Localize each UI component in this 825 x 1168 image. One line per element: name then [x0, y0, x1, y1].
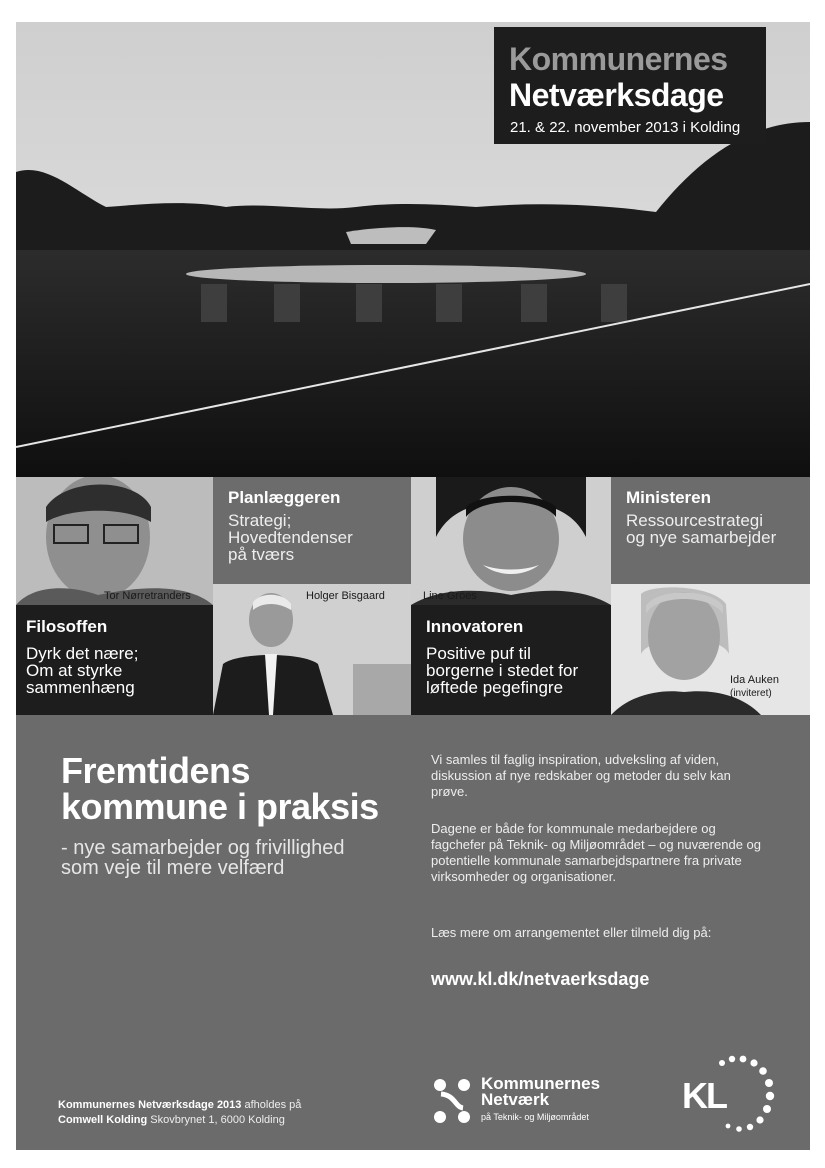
- box-minister: [611, 477, 810, 584]
- topic-minister: [626, 512, 776, 546]
- topic-line: Dyrk det nære;: [26, 644, 139, 663]
- box-planner: [213, 477, 411, 584]
- role-planner: Planlæggeren: [228, 488, 341, 507]
- topic-line: sammenhæng: [26, 678, 135, 697]
- subheadline: - nye samarbejder og frivillighed som veje til mere velfærd: [61, 837, 345, 879]
- name-holger-bisgaard: Holger Bisgaard: [306, 590, 385, 602]
- event-date: 21. & 22. november 2013 i Kolding: [510, 119, 741, 136]
- cta-text: Læs mere om arrangementet eller tilmeld dig på:: [431, 925, 712, 940]
- kl-logo: KL: [682, 1075, 726, 1116]
- venue-line1-rest: afholdes på: [241, 1099, 302, 1111]
- topic-line: og nye samarbejder: [626, 528, 777, 547]
- venue-event-name: Kommunernes Netværksdage 2013: [58, 1099, 242, 1111]
- topic-line: Ressourcestrategi: [626, 511, 764, 530]
- venue-info: [58, 1098, 301, 1128]
- poster: [16, 22, 810, 1150]
- event-title-line2: Netværksdage: [509, 77, 724, 113]
- name-tor-norretranders: Tor Nørretranders: [104, 590, 191, 602]
- info-panel: [16, 715, 810, 1150]
- role-innovator: Innovatoren: [426, 617, 524, 636]
- topic-line: borgerne i stedet for: [426, 661, 579, 680]
- role-philosopher: Filosoffen: [26, 617, 108, 636]
- topic-line: Om at styrke: [26, 661, 123, 680]
- venue-address: Skovbrynet 1, 6000 Kolding: [147, 1114, 285, 1126]
- headline-line1: Fremtidens: [61, 750, 251, 791]
- photo-ida-auken: [611, 584, 810, 715]
- name-ida-auken: Ida Auken: [730, 674, 779, 686]
- topic-line: løftede pegefingre: [426, 678, 564, 697]
- topic-line: Strategi;: [228, 511, 292, 530]
- audience-paragraph: Dagene er både for kommunale medarbejdere og fagchefer på Teknik- og Miljøområdet – og nuværende og potentielle kommunale samarbejdspartnere fra private virksomheder og organisationer.: [431, 821, 762, 884]
- topic-line: Positive puf til: [426, 644, 531, 663]
- hero-landscape-photo: [16, 22, 810, 477]
- event-title-line1: Kommunernes: [509, 41, 728, 77]
- box-innovator: [411, 605, 611, 715]
- topic-innovator: [426, 645, 578, 696]
- role-minister: Ministeren: [626, 488, 712, 507]
- intro-paragraph: Vi samles til faglig inspiration, udveksling af viden, diskussion af nye redskaber og metoder du selv kan prøve.: [431, 752, 731, 799]
- logo-line2: Netværk: [481, 1090, 550, 1109]
- event-url-link[interactable]: www.kl.dk/netvaerksdage: [431, 969, 650, 989]
- box-philosopher: [16, 605, 213, 715]
- venue-line1: [58, 1098, 301, 1113]
- kommunernes-netvaerk-logo-icon: [431, 1077, 475, 1125]
- speaker-grid: [16, 477, 810, 715]
- topic-line: på tværs: [228, 545, 295, 564]
- photo-line-groes: [411, 477, 611, 605]
- main-headline: [61, 750, 379, 827]
- venue-place-name: Comwell Kolding: [58, 1114, 148, 1126]
- photo-holger-bisgaard: [213, 584, 411, 715]
- photo-tor-norretranders: [16, 477, 213, 605]
- headline-line2: kommune i praksis: [61, 786, 379, 827]
- invited-note: (inviteret): [730, 688, 772, 699]
- topic-line: Hovedtendenser: [228, 528, 353, 547]
- logo-line1: Kommunernes: [481, 1074, 601, 1093]
- venue-line2: [58, 1113, 301, 1128]
- topic-philosopher: [26, 645, 138, 696]
- kommunernes-netvaerk-logo: [481, 1076, 600, 1122]
- topic-planner: [228, 512, 353, 563]
- event-title-box: [494, 27, 766, 144]
- name-line-groes: Line Gróes: [423, 590, 477, 602]
- logo-line3: på Teknik- og Miljøområdet: [481, 1112, 589, 1122]
